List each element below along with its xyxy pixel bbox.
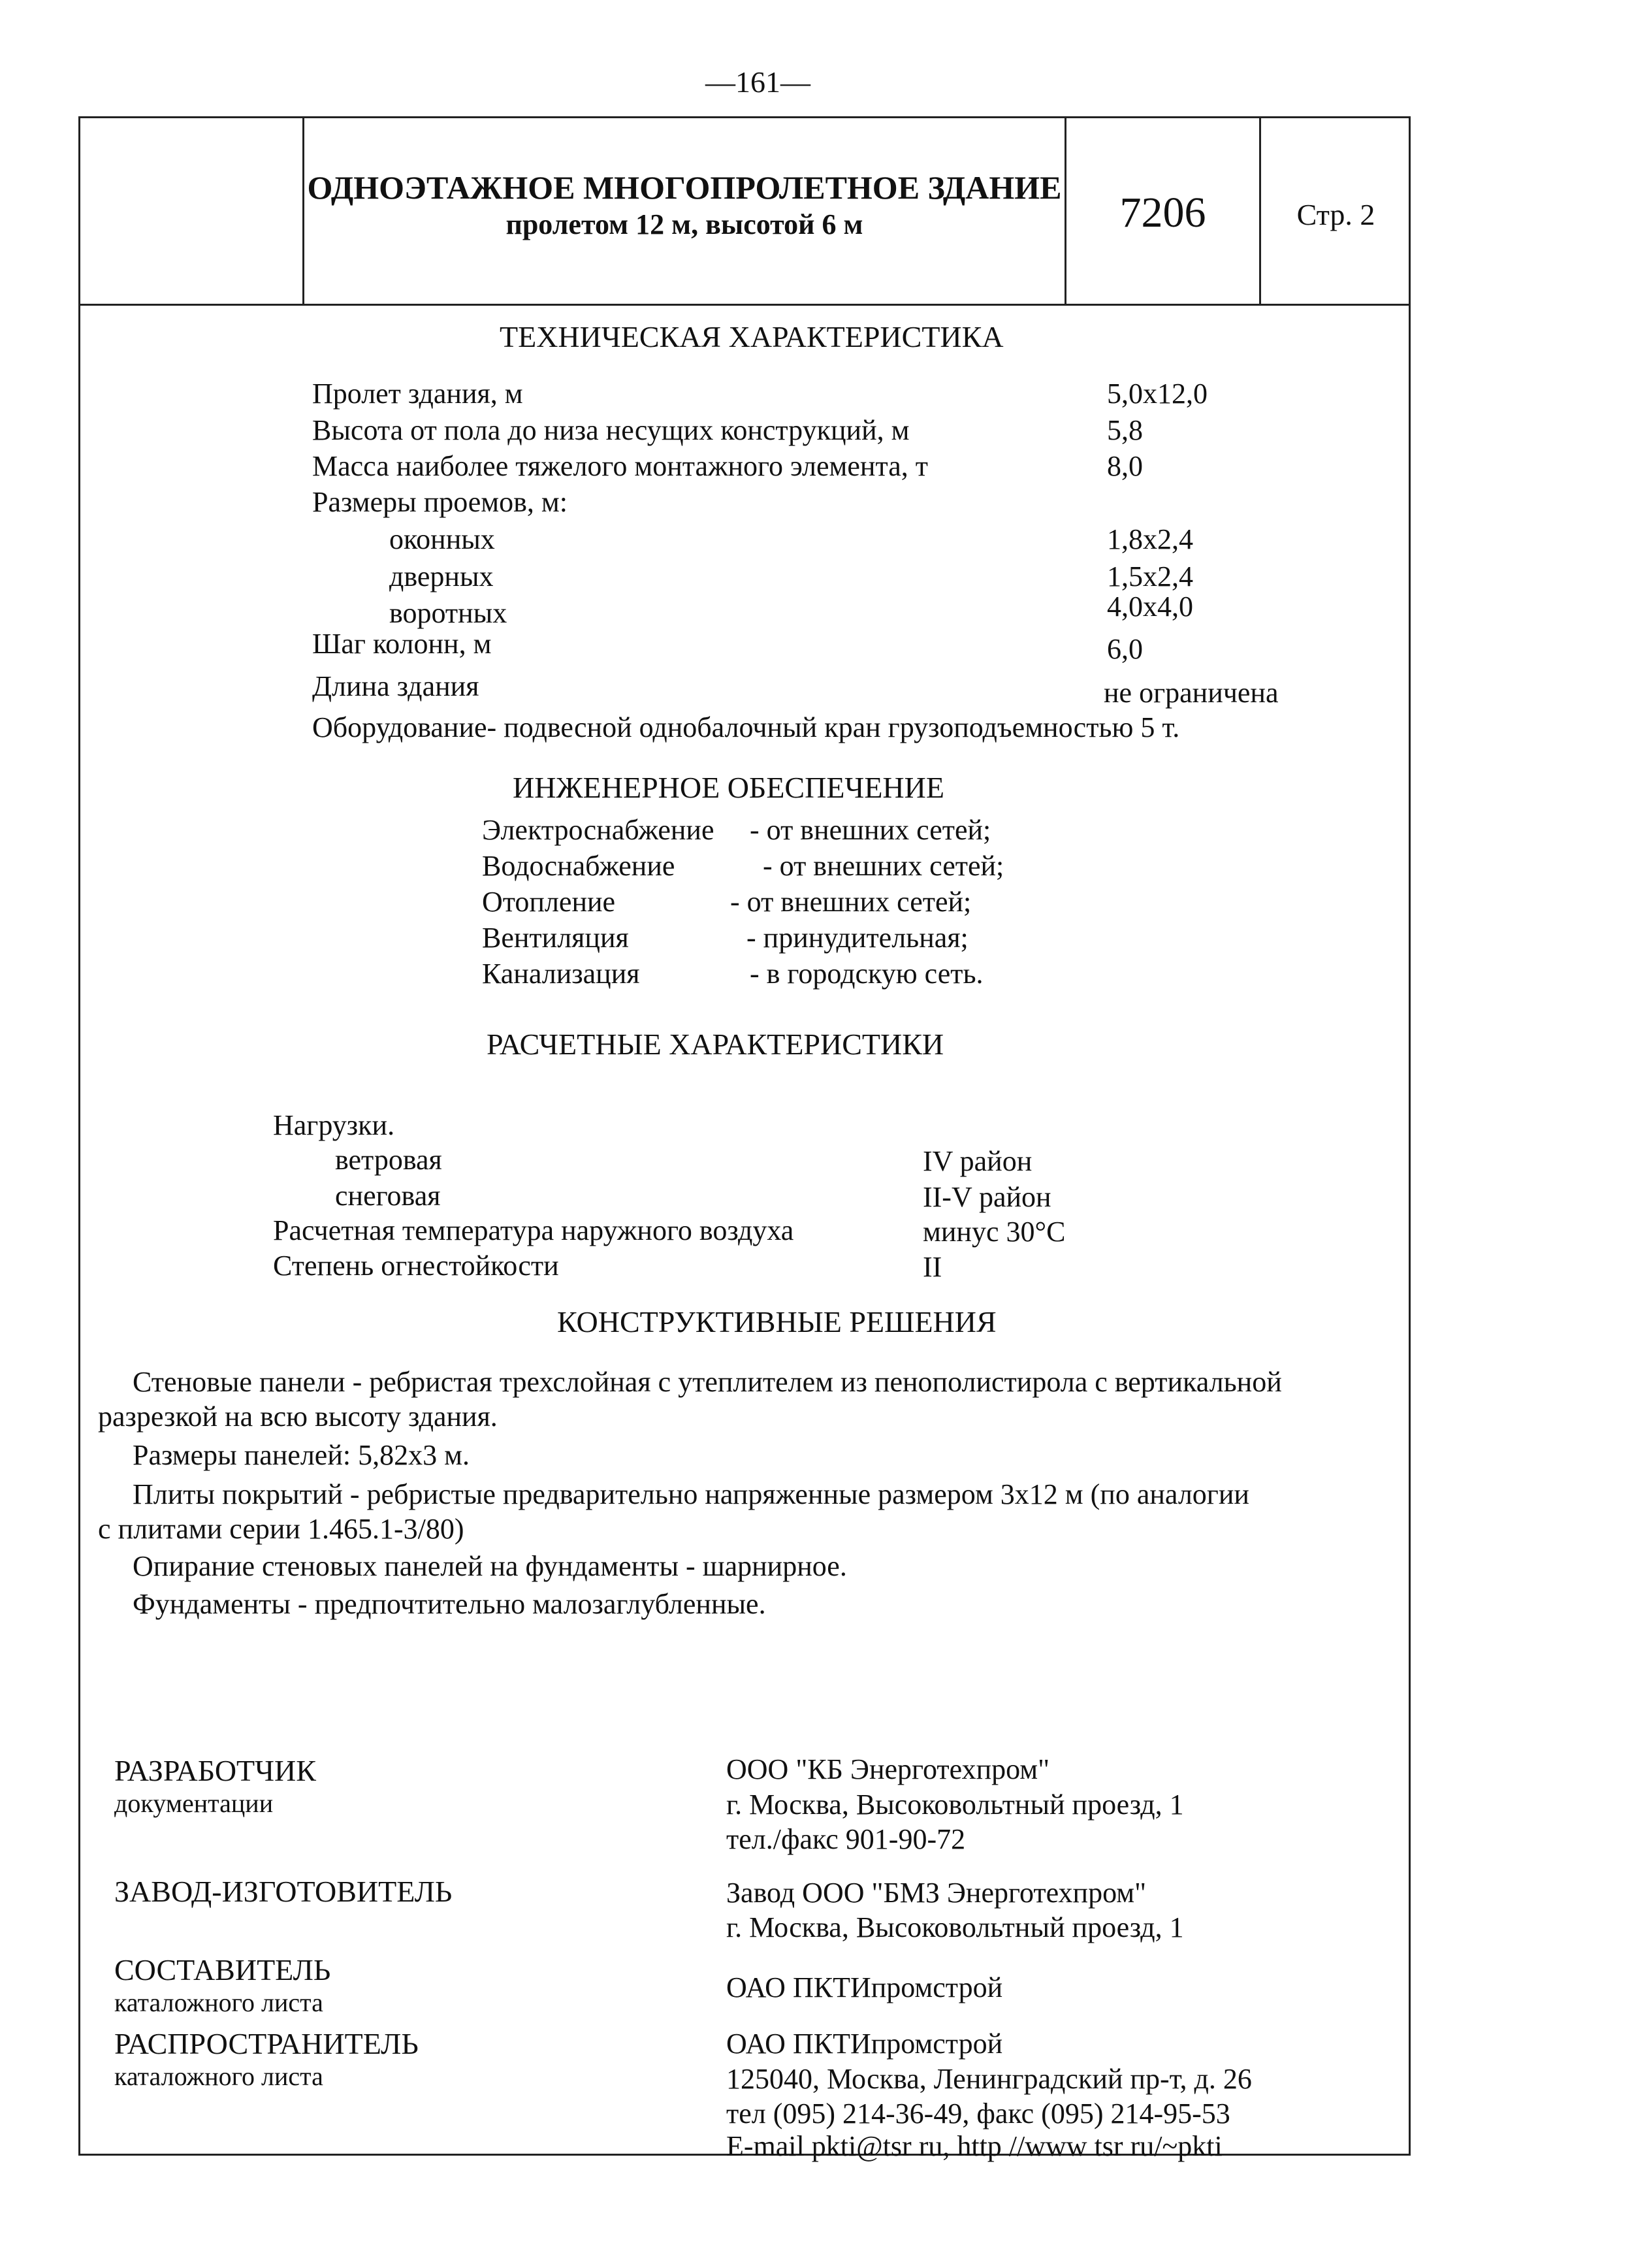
developer-sublabel: документации (114, 1789, 274, 1818)
constructive-heading: КОНСТРУКТИВНЫЕ РЕШЕНИЯ (557, 1305, 997, 1338)
tech-value-column-step: 6,0 (1107, 633, 1143, 665)
compiler-sublabel: каталожного листа (114, 1988, 323, 2017)
page-number: —161— (705, 65, 810, 99)
tech-label-windows: оконных (389, 523, 495, 555)
eng-value-ventilation: - принудительная; (746, 922, 969, 954)
engineering-heading: ИНЖЕНЕРНОЕ ОБЕСПЕЧЕНИЕ (513, 771, 944, 804)
constructive-line: Плиты покрытий - ребристые предварительно напряженные размером 3х12 м (по аналогии (133, 1478, 1249, 1510)
tech-label-mass: Масса наиболее тяжелого монтажного элемента, т (312, 450, 928, 482)
tech-label-span: Пролет здания, м (312, 378, 523, 410)
calc-value-fire: II (923, 1251, 942, 1283)
tech-label-height: Высота от пола до низа несущих конструкций, м (312, 414, 910, 446)
developer-phone: тел./факс 901-90-72 (726, 1823, 966, 1855)
document-title: ОДНОЭТАЖНОЕ МНОГОПРОЛЕТНОЕ ЗДАНИЕ (307, 169, 1062, 206)
tech-label-doors: дверных (389, 560, 494, 592)
plant-address: г. Москва, Высоковольтный проезд, 1 (726, 1911, 1184, 1943)
calc-value-wind: IV район (923, 1145, 1033, 1177)
constructive-line: Стеновые панели - ребристая трехслойная с утеплителем из пенополистирола с вертикальной (133, 1366, 1282, 1398)
compiler-label: СОСТАВИТЕЛЬ (114, 1953, 331, 1986)
calc-label-loads: Нагрузки. (273, 1109, 395, 1141)
tech-label-openings: Размеры проемов, м: (312, 486, 568, 518)
document-subtitle: пролетом 12 м, высотой 6 м (505, 208, 863, 240)
tech-value-windows: 1,8х2,4 (1107, 523, 1193, 555)
tech-value-mass: 8,0 (1107, 450, 1143, 482)
tech-label-length: Длина здания (312, 670, 479, 702)
calc-label-fire: Степень огнестойкости (273, 1250, 559, 1282)
calc-label-temperature: Расчетная температура наружного воздуха (273, 1214, 794, 1246)
eng-value-power: - от внешних сетей; (750, 814, 991, 846)
tech-equipment: Оборудование- подвесной однобалочный кран грузоподъемностью 5 т. (312, 711, 1180, 743)
tech-label-gates: воротных (389, 597, 507, 629)
developer-label: РАЗРАБОТЧИК (114, 1754, 316, 1787)
eng-value-sewage: - в городскую сеть. (750, 958, 984, 990)
compiler-name: ОАО ПКТИпромстрой (726, 1971, 1003, 2003)
eng-label-power: Электроснабжение (482, 814, 714, 846)
constructive-line: с плитами серии 1.465.1-3/80) (98, 1513, 464, 1545)
developer-address: г. Москва, Высоковольтный проезд, 1 (726, 1789, 1184, 1821)
tech-value-gates: 4,0х4,0 (1107, 591, 1193, 623)
tech-value-doors: 1,5х2,4 (1107, 560, 1193, 592)
tech-value-height: 5,8 (1107, 414, 1143, 446)
calc-heading: РАСЧЕТНЫЕ ХАРАКТЕРИСТИКИ (487, 1028, 944, 1061)
constructive-line: разрезкой на всю высоту здания. (98, 1401, 498, 1433)
tech-value-length: не ограничена (1104, 677, 1279, 709)
page-label: Стр. 2 (1296, 198, 1375, 231)
plant-name: Завод ООО "БМЗ Энерготехпром" (726, 1877, 1147, 1909)
eng-value-heating: - от внешних сетей; (730, 886, 972, 918)
distributor-email: E-mail pkti@tsr ru, http //www tsr ru/~pkti (726, 2130, 1223, 2162)
developer-name: ООО "КБ Энерготехпром" (726, 1753, 1050, 1785)
tech-heading: ТЕХНИЧЕСКАЯ ХАРАКТЕРИСТИКА (500, 320, 1004, 353)
constructive-line: Опирание стеновых панелей на фундаменты - шарнирное. (133, 1550, 847, 1582)
calc-value-temperature: минус 30°С (923, 1216, 1066, 1248)
eng-label-sewage: Канализация (482, 958, 640, 990)
calc-label-wind: ветровая (335, 1144, 442, 1176)
eng-value-water: - от внешних сетей; (763, 850, 1004, 882)
header-bottom-rule (78, 304, 1411, 306)
eng-label-water: Водоснабжение (482, 850, 675, 882)
constructive-line: Размеры панелей: 5,82х3 м. (133, 1439, 470, 1471)
plant-label: ЗАВОД-ИЗГОТОВИТЕЛЬ (114, 1875, 453, 1908)
tech-label-column-step: Шаг колонн, м (312, 628, 492, 660)
calc-value-snow: II-V район (923, 1181, 1051, 1213)
eng-label-heating: Отопление (482, 886, 616, 918)
distributor-phone: тел (095) 214-36-49, факс (095) 214-95-53 (726, 2098, 1230, 2130)
tech-value-span: 5,0х12,0 (1107, 378, 1208, 410)
constructive-line: Фундаменты - предпочтительно малозаглубленные. (133, 1588, 766, 1620)
distributor-address: 125040, Москва, Ленинградский пр-т, д. 26 (726, 2063, 1252, 2095)
distributor-name: ОАО ПКТИпромстрой (726, 2028, 1003, 2060)
distributor-sublabel: каталожного листа (114, 2062, 323, 2091)
calc-label-snow: снеговая (335, 1180, 441, 1212)
catalog-code: 7206 (1119, 189, 1206, 236)
eng-label-ventilation: Вентиляция (482, 922, 629, 954)
distributor-label: РАСПРОСТРАНИТЕЛЬ (114, 2027, 419, 2060)
